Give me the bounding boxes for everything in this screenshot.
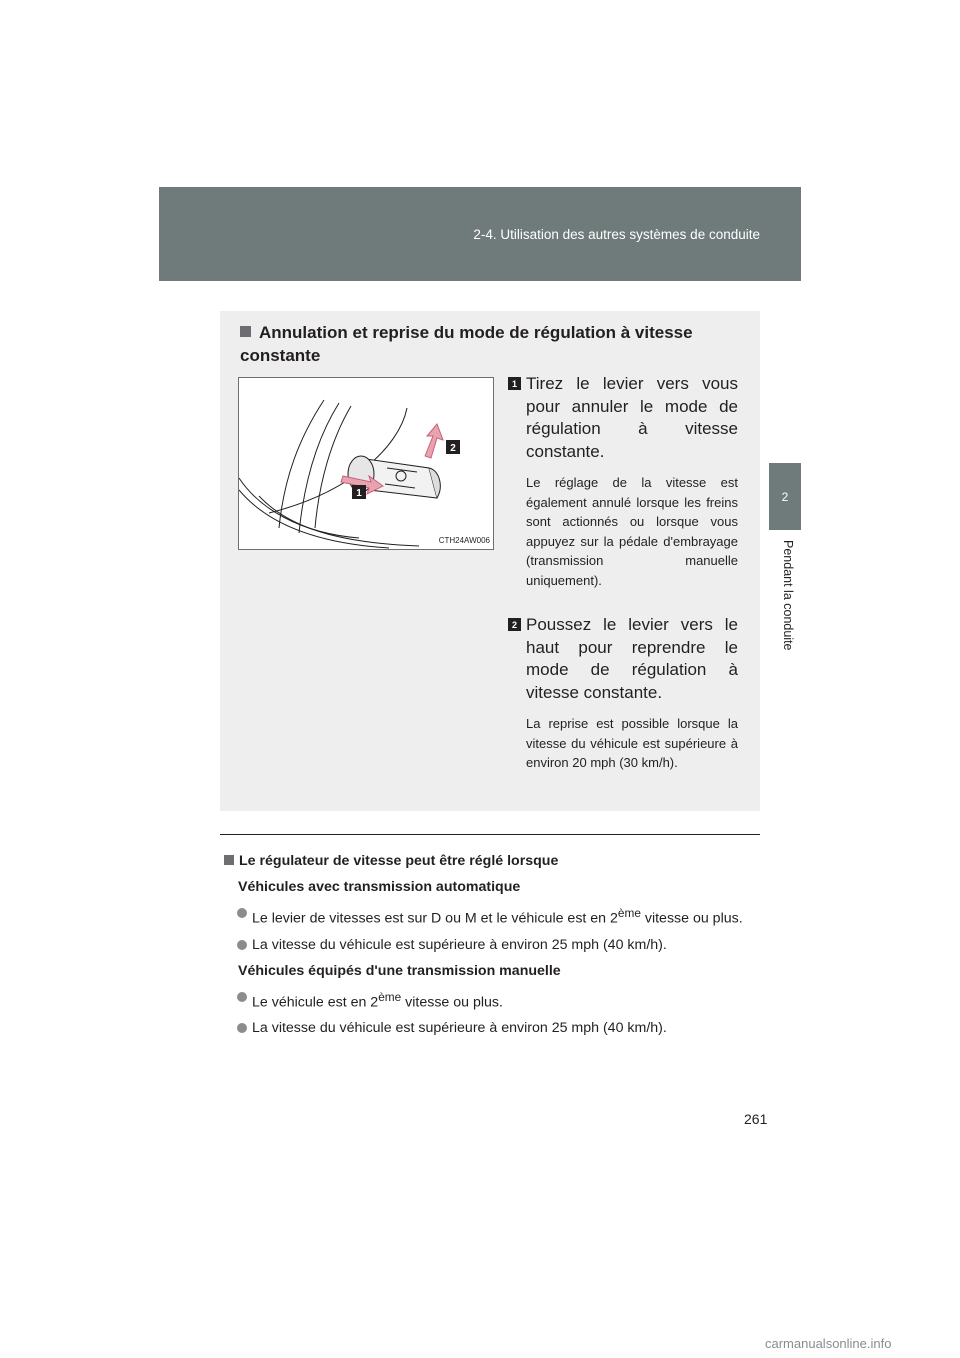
step-number-badge: 2 bbox=[508, 618, 521, 631]
bullet-dot-icon bbox=[237, 908, 247, 918]
step-2 bbox=[508, 614, 738, 773]
list-item: La vitesse du véhicule est supérieure à environ 25 mph (40 km/h). bbox=[252, 935, 754, 956]
bullet-dot-icon bbox=[237, 940, 247, 950]
list-item: Le véhicule est en 2ème vitesse ou plus. bbox=[252, 987, 754, 1014]
image-code: CTH24AW006 bbox=[438, 536, 490, 545]
group-title: Véhicules équipés d'une transmission manuelle bbox=[238, 962, 561, 979]
watermark: carmanualsonline.info bbox=[765, 1336, 892, 1351]
chapter-label: Pendant la conduite bbox=[781, 540, 795, 651]
cruise-lever-illustration bbox=[238, 377, 494, 550]
list-item: Le levier de vitesses est sur D ou M et le véhicule est en 2ème vitesse ou plus. bbox=[252, 903, 754, 930]
info-box bbox=[220, 311, 760, 811]
bullet-dot-icon bbox=[237, 992, 247, 1002]
chapter-number: 2 bbox=[781, 489, 789, 504]
svg-text:2: 2 bbox=[450, 443, 456, 454]
section-title: 2-4. Utilisation des autres systèmes de conduite bbox=[473, 227, 760, 242]
notes-section bbox=[224, 851, 754, 1039]
divider bbox=[220, 834, 760, 835]
section-header bbox=[159, 187, 801, 281]
step-1 bbox=[508, 373, 738, 590]
list-item: La vitesse du véhicule est supérieure à environ 25 mph (40 km/h). bbox=[252, 1018, 754, 1039]
step-instruction: Poussez le levier vers le haut pour reprendre le mode de régulation à vitesse constante. bbox=[526, 615, 738, 702]
page-number: 261 bbox=[744, 1111, 768, 1127]
bullet-dot-icon bbox=[237, 1023, 247, 1033]
box-title-text: Annulation et reprise du mode de régulation à vitesse constante bbox=[240, 323, 693, 365]
svg-text:1: 1 bbox=[356, 488, 362, 499]
step-note: Le réglage de la vitesse est également annulé lorsque les freins sont actionnés ou lorsque vous appuyez sur la pédale d'embrayage (transmission manuelle uniquement). bbox=[526, 475, 738, 588]
step-number-badge: 1 bbox=[508, 377, 521, 390]
step-instruction: Tirez le levier vers vous pour annuler le mode de régulation à vitesse constante. bbox=[526, 374, 738, 461]
box-title bbox=[240, 321, 740, 367]
notes-heading: Le régulateur de vitesse peut être réglé lorsque bbox=[224, 851, 754, 872]
lever-drawing bbox=[239, 378, 494, 550]
square-bullet-icon bbox=[224, 855, 234, 865]
step-note: La reprise est possible lorsque la vitesse du véhicule est supérieure à environ 20 mph (30 km/h). bbox=[526, 716, 738, 770]
chapter-tab bbox=[769, 463, 801, 530]
group-title: Véhicules avec transmission automatique bbox=[238, 879, 521, 895]
square-bullet-icon bbox=[240, 326, 251, 337]
